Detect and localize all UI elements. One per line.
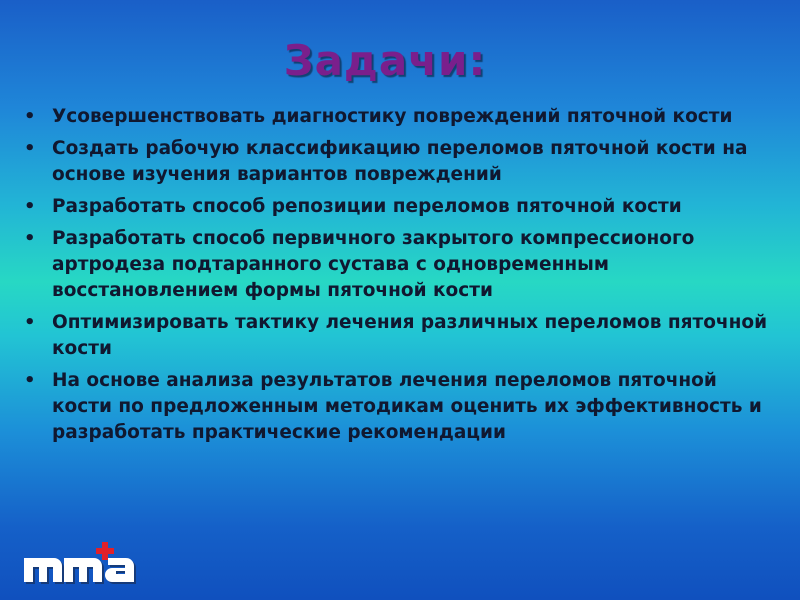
list-item-text: Создать рабочую классификацию переломов пяточной кости на основе изучения вариантов повреждений: [52, 138, 748, 185]
list-item: [22, 368, 782, 446]
list-item-text: Разработать способ репозиции переломов пяточной кости: [52, 196, 682, 217]
bullet-icon: •: [24, 312, 36, 333]
mma-logo: [22, 540, 140, 586]
list-item-text: Разработать способ первичного закрытого компрессионого артродеза подтаранного сустава с одновременным восстановлением формы пяточной кости: [52, 228, 695, 301]
list-item: [22, 310, 782, 362]
bullet-icon: •: [24, 138, 36, 159]
bullet-icon: •: [24, 370, 36, 391]
task-list: [22, 104, 782, 452]
list-item-text: Оптимизировать тактику лечения различных переломов пяточной кости: [52, 312, 768, 359]
bullet-icon: •: [24, 228, 36, 249]
list-item: [22, 194, 782, 220]
logo-letters: [24, 558, 134, 582]
list-item-text: На основе анализа результатов лечения переломов пяточной кости по предложенным методикам оценить их эффективность и разработать практические рекомендации: [52, 370, 762, 443]
bullet-icon: •: [24, 106, 36, 127]
list-item-text: Усовершенствовать диагностику повреждений пяточной кости: [52, 106, 733, 127]
list-item: [22, 226, 782, 304]
medical-cross-icon: [96, 542, 114, 560]
bullet-icon: •: [24, 196, 36, 217]
list-item: [22, 104, 782, 130]
list-item: [22, 136, 782, 188]
slide-title: Задачи:: [283, 36, 487, 85]
